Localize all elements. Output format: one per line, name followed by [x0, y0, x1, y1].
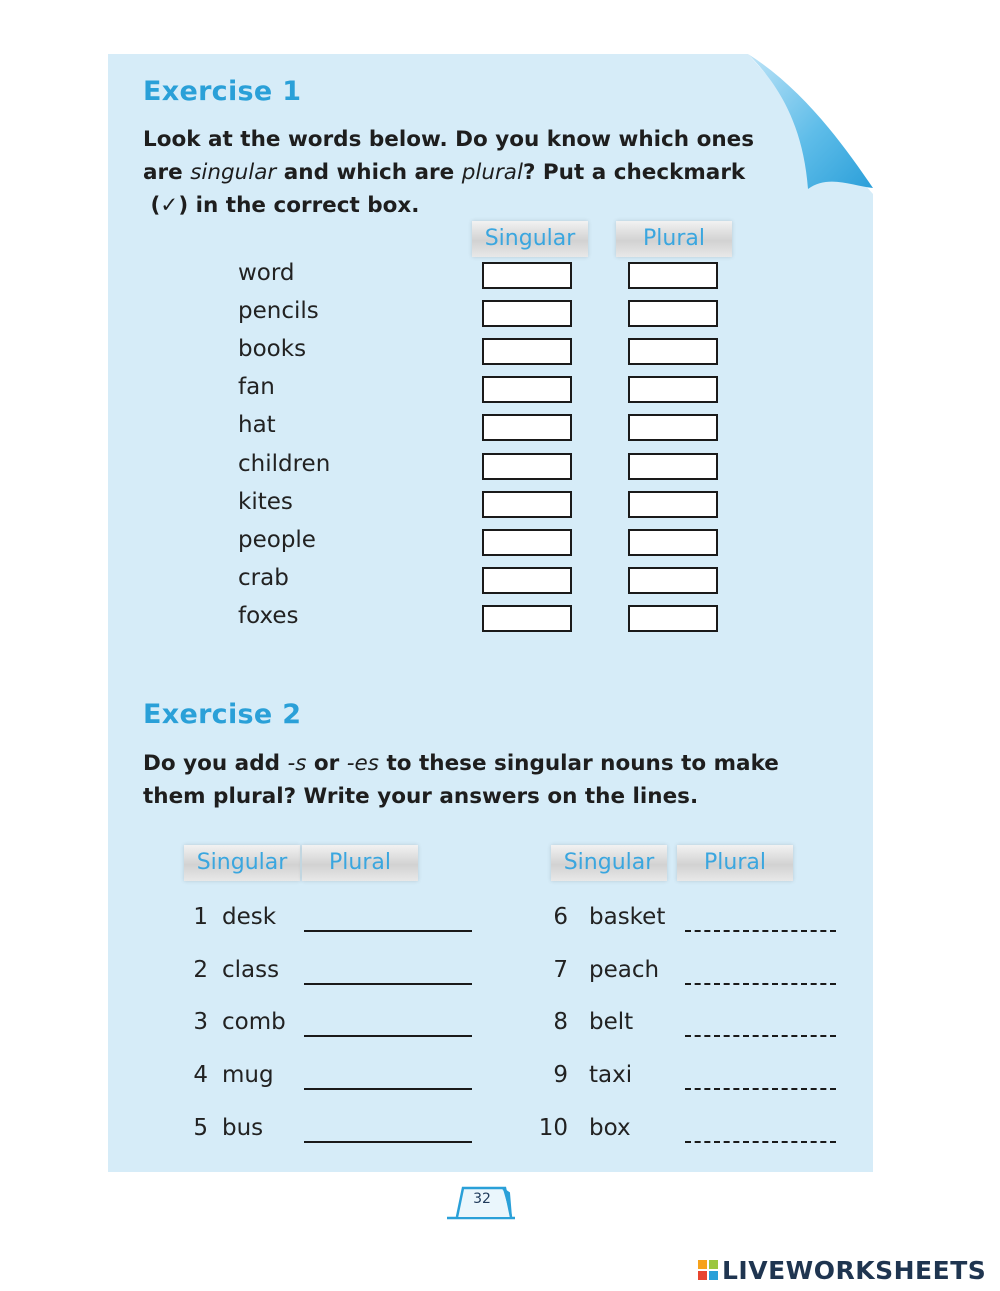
item-number: 8: [553, 1009, 568, 1036]
plural-answer-line[interactable]: [304, 1013, 472, 1037]
word-label: foxes: [238, 602, 299, 629]
singular-checkbox[interactable]: [482, 300, 572, 327]
plural-column-header: Plural: [616, 221, 732, 257]
exercise-2-instructions: [143, 747, 783, 813]
instr-line: (✓) in the correct box.: [143, 193, 420, 218]
brand-name: LIVEWORKSHEETS: [722, 1255, 987, 1285]
plural-checkbox[interactable]: [628, 338, 718, 365]
instr-line: are singular and which are plural? Put a checkmark: [143, 160, 746, 185]
word-label: crab: [238, 564, 289, 591]
item-number: 2: [193, 956, 208, 983]
item-number: 9: [553, 1062, 568, 1089]
word-label: word: [238, 260, 295, 286]
liveworksheets-logo-icon: [698, 1260, 718, 1280]
page-number: 32: [473, 1191, 491, 1207]
plural-answer-line[interactable]: [685, 1013, 836, 1037]
plural-answer-line[interactable]: [304, 961, 472, 985]
singular-noun: belt: [589, 1009, 634, 1036]
singular-noun: peach: [589, 956, 660, 983]
plural-column-header-right: Plural: [677, 845, 793, 881]
plural-checkbox[interactable]: [628, 376, 718, 403]
plural-answer-line[interactable]: [304, 1119, 472, 1143]
item-number: 3: [193, 1009, 208, 1036]
plural-checkbox[interactable]: [628, 453, 718, 480]
item-number: 6: [553, 904, 568, 930]
singular-checkbox[interactable]: [482, 262, 572, 289]
plural-checkbox[interactable]: [628, 414, 718, 441]
plural-column-header-left: Plural: [302, 845, 418, 881]
instr-line: Do you add -s or -es to these singular nouns to make: [143, 751, 779, 776]
exercise-2-title: Exercise 2: [143, 699, 302, 730]
word-label: kites: [238, 488, 293, 515]
singular-checkbox[interactable]: [482, 338, 572, 365]
item-number: 7: [553, 956, 568, 983]
plural-answer-line[interactable]: [304, 908, 472, 932]
instr-line: Look at the words below. Do you know which ones: [143, 127, 755, 152]
singular-noun: desk: [222, 904, 277, 930]
word-label: people: [238, 526, 316, 553]
item-number: 5: [193, 1114, 208, 1141]
singular-noun: bus: [222, 1114, 264, 1141]
word-label: children: [238, 450, 331, 477]
singular-checkbox[interactable]: [482, 491, 572, 518]
singular-noun: comb: [222, 1009, 286, 1036]
plural-answer-line[interactable]: [685, 1119, 836, 1143]
plural-checkbox[interactable]: [628, 300, 718, 327]
plural-answer-line[interactable]: [685, 1066, 836, 1090]
word-label: pencils: [238, 298, 319, 325]
page-number-tab: [445, 1184, 517, 1220]
exercise-1-title: Exercise 1: [143, 76, 302, 107]
plural-answer-line[interactable]: [685, 908, 836, 932]
singular-noun: box: [589, 1114, 631, 1141]
singular-noun: class: [222, 956, 280, 983]
plural-checkbox[interactable]: [628, 491, 718, 518]
instr-line: them plural? Write your answers on the lines.: [143, 784, 699, 809]
plural-checkbox[interactable]: [628, 567, 718, 594]
singular-checkbox[interactable]: [482, 567, 572, 594]
singular-checkbox[interactable]: [482, 605, 572, 632]
plural-checkbox[interactable]: [628, 529, 718, 556]
item-number: 4: [193, 1062, 208, 1089]
singular-column-header-right: Singular: [551, 845, 667, 881]
item-number: 1: [193, 904, 208, 930]
singular-checkbox[interactable]: [482, 376, 572, 403]
singular-checkbox[interactable]: [482, 529, 572, 556]
word-label: hat: [238, 412, 276, 439]
word-label: books: [238, 336, 307, 363]
singular-checkbox[interactable]: [482, 414, 572, 441]
singular-noun: mug: [222, 1062, 274, 1089]
liveworksheets-logo[interactable]: [698, 1256, 986, 1284]
plural-checkbox[interactable]: [628, 262, 718, 289]
singular-column-header-left: Singular: [184, 845, 300, 881]
singular-noun: basket: [589, 904, 666, 930]
singular-noun: taxi: [589, 1062, 633, 1089]
item-number: 10: [538, 1114, 568, 1141]
singular-checkbox[interactable]: [482, 453, 572, 480]
plural-answer-line[interactable]: [304, 1066, 472, 1090]
plural-checkbox[interactable]: [628, 605, 718, 632]
plural-answer-line[interactable]: [685, 961, 836, 985]
singular-column-header: Singular: [472, 221, 588, 257]
word-label: fan: [238, 374, 275, 401]
exercise-1-instructions: [143, 123, 783, 222]
